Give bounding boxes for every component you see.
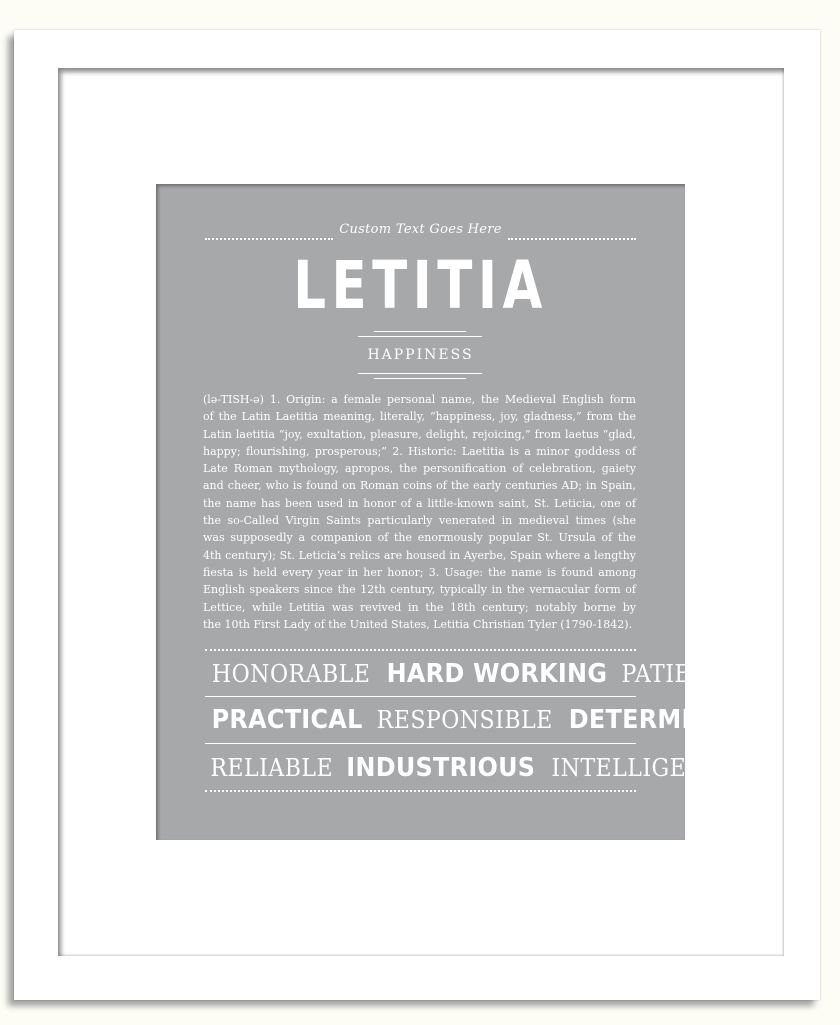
name-underline-1 (374, 331, 466, 332)
traits-divider-1 (205, 696, 636, 697)
trait: DETERMINED (568, 705, 748, 735)
name-poster (156, 184, 748, 840)
name-underline-2 (358, 336, 482, 337)
dotted-divider-traits-top (205, 649, 636, 651)
trait: PATIENT (621, 660, 727, 688)
description-line: fiesta is held every year in her honor; 3. Usage: the name is found among (203, 565, 636, 579)
trait: RELIABLE (210, 754, 334, 782)
traits-row-3 (205, 753, 722, 783)
description-line: was supposedly a companion of the enormously popular St. Ursula of the (203, 531, 636, 545)
description-line: English speakers since the 12th century, typically in the vernacular form of (203, 583, 636, 597)
trait: PRACTICAL (211, 705, 363, 735)
trait: RESPONSIBLE (376, 706, 553, 734)
traits-divider-2 (205, 743, 636, 744)
description-line: Late Roman mythology, apropos, the personification of celebration, gaiety (203, 462, 636, 476)
description-line: (lə-TISH-ə) 1. Origin: a female personal name, the Medieval English form (203, 393, 636, 406)
description-line: and cheer, who is found on Roman coins of the early centuries AD; in Spain, (203, 479, 636, 493)
description-line: the 10th First Lady of the United States, Letitia Christian Tyler (1790-1842). (203, 617, 633, 631)
trait: INDUSTRIOUS (346, 753, 536, 783)
dotted-divider-traits-bottom (205, 790, 636, 792)
description-line: the so-Called Virgin Saints particularly venerated in medieval times (she (203, 514, 636, 528)
description-line: Lettice, while Letitia was revived in the 18th century; notably borne by (203, 600, 636, 614)
description-line: of the Latin Laetitia meaning, literally, “happiness, joy, gladness,” from the (203, 410, 636, 424)
description-line: Latin laetitia “joy, exultation, pleasure, delight, rejoicing,” from laetus “glad, (203, 427, 636, 441)
dotted-divider-left (205, 238, 333, 240)
traits-row-1 (205, 659, 727, 689)
traits-row-2 (205, 705, 748, 735)
description-line: 4th century); St. Leticia’s relics are housed in Ayerbe, Spain where a lengthy (203, 548, 636, 562)
dotted-divider-right (508, 238, 636, 240)
trait: INTELLIGENT (551, 754, 722, 782)
name-title: LETITIA (293, 247, 548, 324)
description-line: happy; flourishing, prosperous;” 2. Historic: Laetitia is a minor goddess of (203, 444, 636, 458)
name-meaning: HAPPINESS (367, 347, 474, 363)
name-description (203, 391, 636, 633)
trait: HARD WORKING (386, 659, 608, 689)
custom-text: Custom Text Goes Here (339, 222, 502, 237)
trait: HONORABLE (211, 660, 371, 688)
description-line: the name has been used in honor of a little-known saint, St. Leticia, one of (203, 496, 636, 510)
meaning-underline-2 (374, 378, 466, 379)
meaning-underline-1 (358, 373, 482, 374)
